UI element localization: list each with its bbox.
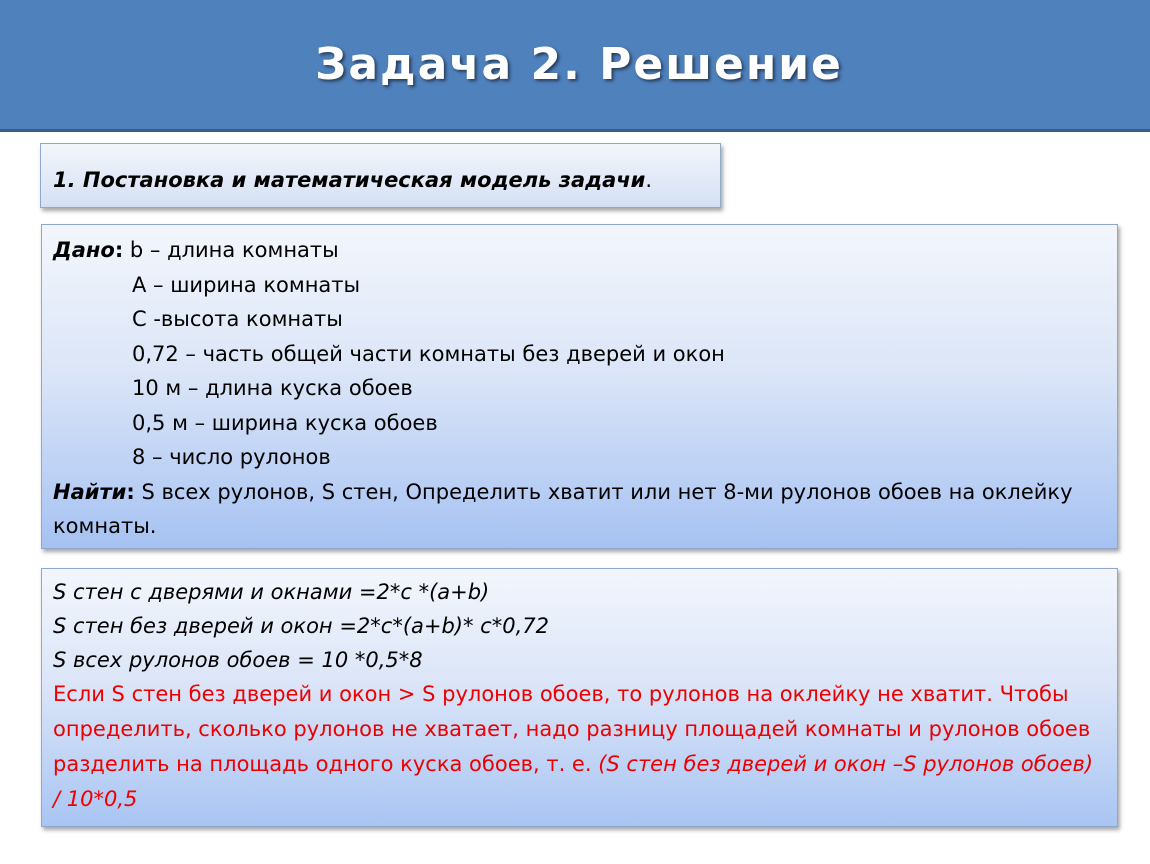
given-item: 0,72 – часть общей части комнаты без дверей и окон — [132, 341, 725, 366]
title-bar — [0, 0, 1150, 132]
find-text: S всех рулонов, S стен, Определить хватит или нет 8-ми рулонов обоев на оклейку комнаты. — [53, 479, 1073, 538]
given-first-item: b – длина комнаты — [129, 238, 339, 262]
slide-title: Задача 2. Решение — [315, 39, 843, 90]
given-item: С -высота комнаты — [132, 307, 343, 331]
given-item: А – ширина комнаты — [132, 272, 361, 297]
given-item: 8 – число рулонов — [132, 445, 331, 469]
conclusion-text: Если S стен без дверей и окон > S рулонов обоев, то рулонов на оклейку не хватит. Чтобы определить, сколько рулонов не хватает, надо разницу площадей комнаты и рулонов обоев разделить на площадь одного куска обоев, т. е. — [53, 682, 1091, 776]
find-paragraph — [53, 475, 1107, 543]
given-label: Дано — [53, 238, 115, 262]
heading-box — [40, 143, 721, 208]
heading-dot: . — [645, 168, 653, 192]
given-item: 10 м – длина куска обоев — [132, 376, 413, 400]
heading-text: 1. Постановка и математическая модель задачи — [53, 168, 646, 192]
given-item: 0,5 м – ширина куска обоев — [132, 410, 438, 435]
find-colon: : — [126, 479, 135, 504]
given-first-line — [53, 233, 1107, 268]
solution-box — [41, 568, 1118, 827]
formula-line: S всех рулонов обоев = 10 *0,5*8 — [53, 648, 423, 672]
formula-line: S стен с дверями и окнами =2*c *(a+b) — [53, 580, 490, 604]
given-box — [41, 224, 1118, 549]
find-label: Найти — [53, 479, 127, 504]
given-colon: : — [114, 238, 124, 262]
formula-line: S стен без дверей и окон =2*c*(a+b)* c*0,72 — [53, 614, 549, 638]
conclusion-paragraph — [53, 677, 1105, 817]
conclusion-formula: (S стен без дверей и окон –S рулонов обоев) / 10*0,5 — [53, 752, 1094, 811]
